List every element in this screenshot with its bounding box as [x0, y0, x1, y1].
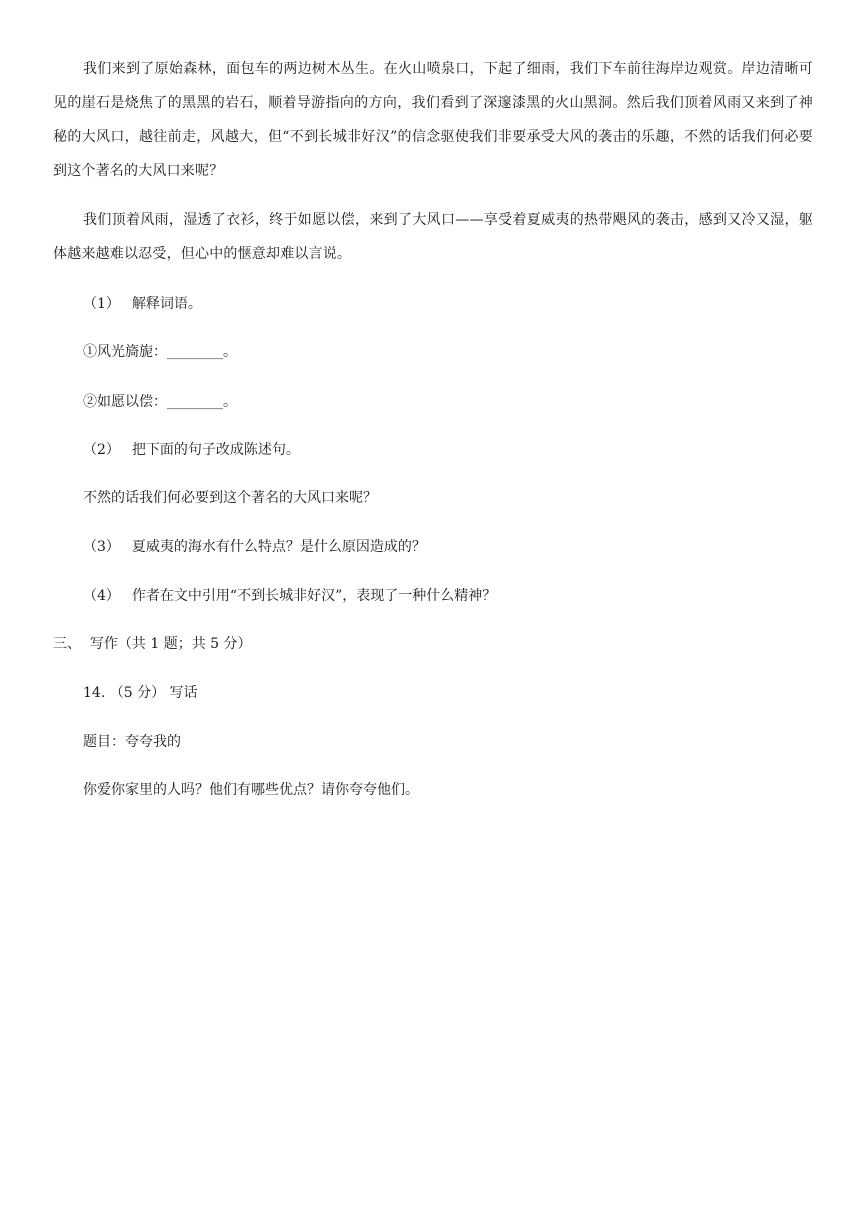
- question-1-text: 解释词语。: [131, 296, 202, 312]
- writing-item-14: 14. （5 分） 写话: [83, 685, 198, 701]
- section-3-title: 写作（共 1 题；共 5 分）: [89, 636, 252, 652]
- answer-blank-1a[interactable]: ________: [167, 344, 223, 360]
- question-2-sentence: 不然的话我们何必要到这个著名的大风口来呢？: [83, 490, 377, 506]
- question-2-text: 把下面的句子改成陈述句。: [131, 442, 300, 458]
- section-3-number: 三、: [53, 636, 81, 652]
- answer-blank-1b[interactable]: ________: [167, 394, 223, 410]
- question-1a-end: 。: [223, 344, 237, 360]
- section-3-heading: [53, 634, 252, 654]
- question-4-text: 作者在文中引用“不到长城非好汉”，表现了一种什么精神？: [131, 588, 497, 604]
- question-2: [83, 440, 300, 460]
- question-3-number: （3）: [83, 539, 120, 555]
- question-1: [83, 294, 202, 314]
- question-4-number: （4）: [83, 588, 120, 604]
- question-1b: [83, 392, 237, 412]
- question-3: [83, 537, 426, 557]
- passage-paragraph-1: 我们来到了原始森林，面包车的两边树木丛生。在火山喷泉口，下起了细雨，我们下车前往海岸边观赏。岸边清晰可见的崖石是烧焦了的黑黑的岩石，顺着导游指向的方向，我们看到了深邃漆黑的火山黑洞。然后我们顶着风雨又来到了神秘的大风口，越往前走，风越大，但“不到长城非好汉”的信念驱使我们非要承受大风的袭击的乐趣，不然的话我们何必要到这个著名的大风口来呢？: [53, 61, 813, 179]
- question-1-number: （1）: [83, 296, 120, 312]
- question-4: [83, 586, 496, 606]
- passage-paragraph-2: 我们顶着风雨，湿透了衣衫，终于如愿以偿，来到了大风口——享受着夏威夷的热带飓风的袭击，感到又冷又湿，躯体越来越难以忍受，但心中的惬意却难以言说。: [53, 212, 813, 262]
- question-1a: [83, 342, 237, 362]
- question-1b-end: 。: [223, 394, 237, 410]
- question-1b-label: ②如愿以偿：: [83, 394, 167, 410]
- writing-prompt: 你爱你家里的人吗？他们有哪些优点？请你夸夸他们。: [83, 782, 419, 798]
- writing-topic: 题目：夸夸我的: [83, 734, 181, 750]
- question-1a-label: ①风光旖旎：: [83, 344, 167, 360]
- question-2-number: （2）: [83, 442, 120, 458]
- question-3-text: 夏威夷的海水有什么特点？是什么原因造成的？: [131, 539, 426, 555]
